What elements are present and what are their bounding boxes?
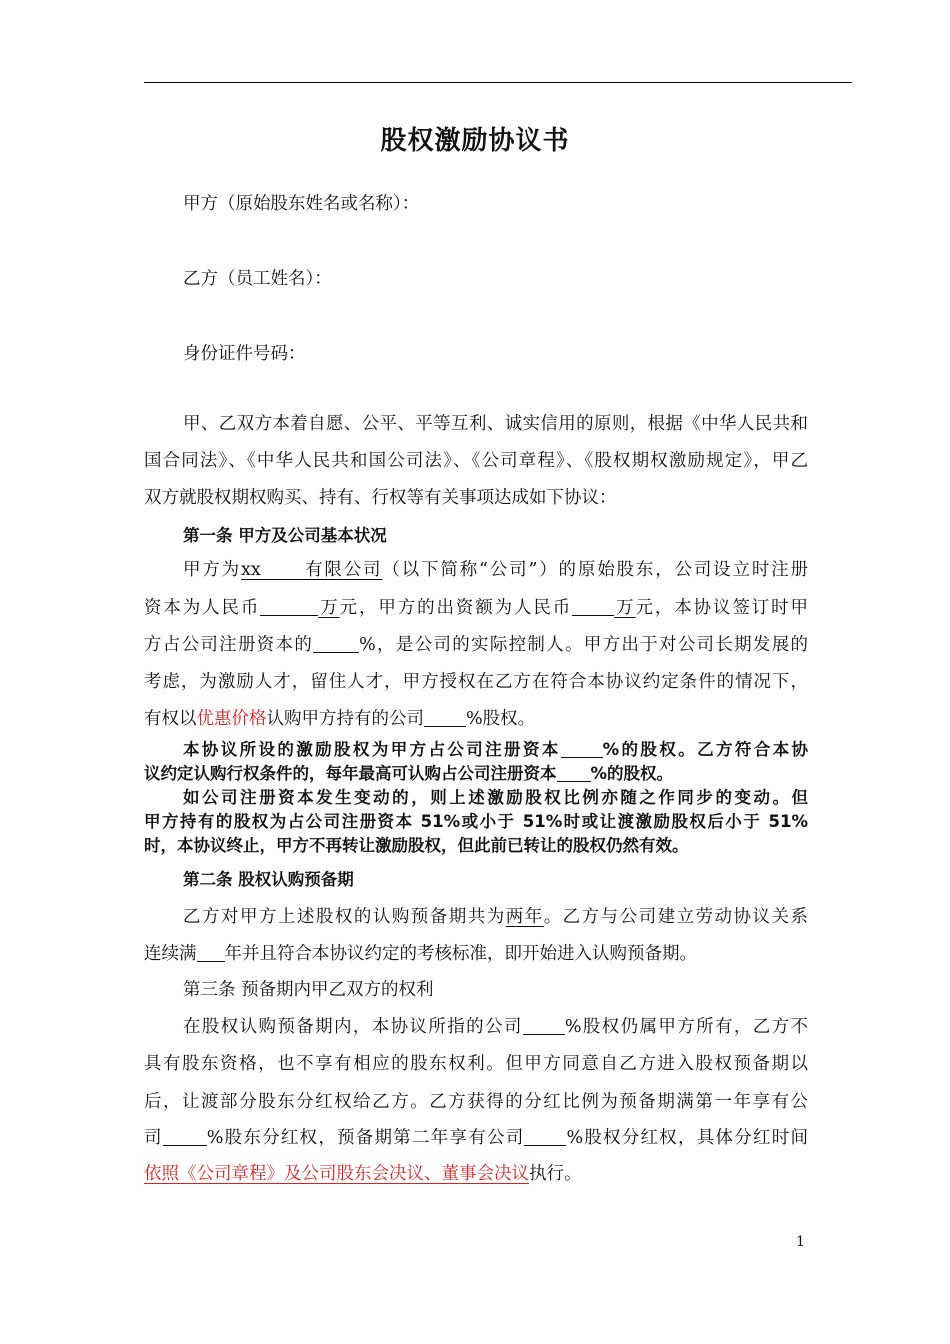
article-1-bold-1-line-2: 议约定认购行权条件的，每年最高可认购占公司注册资本 %的股权。: [144, 764, 674, 783]
preferential-price-text: 优惠价格: [196, 709, 267, 729]
header-rule: [144, 82, 852, 83]
article-1-line-4: 考虑，为激励人才，留住人才，甲方授权在乙方在符合本协议约定条件的情况下，: [144, 672, 808, 692]
article-3-line-2: 具有股东资格，也不享有相应的股东权利。但甲方同意自乙方进入股权预备期以: [144, 1054, 808, 1074]
id-number-label: 身份证件号码：: [183, 344, 306, 364]
preamble-line-1: 甲、乙双方本着自愿、公平、平等互利、诚实信用的原则，根据《中华人民共和: [183, 414, 808, 434]
article-1-line-2: 资本为人民币 万元，甲方的出资额为人民币 万元，本协议签订时甲: [144, 598, 809, 618]
article-3-line-5: 依照《公司章程》及公司股东会决议、董事会决议执行。: [144, 1164, 582, 1184]
article-1-line-3: 方占公司注册资本的 %，是公司的实际控制人。甲方出于对公司长期发展的: [144, 635, 808, 655]
article-1-heading: 第一条 甲方及公司基本状况: [183, 526, 387, 545]
article-1-bold-2-line-3: 时，本协议终止，甲方不再转让激励股权，但此前已转让的股权仍然有效。: [144, 836, 689, 855]
document-title: 股权激励协议书: [380, 126, 570, 156]
article-2-line-1: 乙方对甲方上述股权的认购预备期共为两年。乙方与公司建立劳动协议关系: [183, 907, 808, 927]
article-3-line-1: 在股权认购预备期内，本协议所指的公司 %股权仍属甲方所有，乙方不: [183, 1017, 808, 1037]
two-years-text: 两年: [505, 907, 544, 927]
article-3-line-4: 司 %股东分红权，预备期第二年享有公司 %股权分红权，具体分红时间: [144, 1128, 808, 1148]
company-name: xx 有限公司: [240, 560, 383, 580]
article-1-line-1: 甲方为xx 有限公司（以下简称“公司”）的原始股东，公司设立时注册: [183, 560, 808, 580]
party-b-label: 乙方（员工姓名）：: [183, 269, 332, 289]
article-2-line-2: 连续满 年并且符合本协议约定的考核标准，即开始进入认购预备期。: [144, 944, 697, 964]
page-number: 1: [796, 1234, 805, 1250]
preamble-line-2: 国合同法》、《中华人民共和国公司法》、《公司章程》、《股权期权激励规定》，甲乙: [144, 451, 808, 471]
article-1-bold-2-line-2: 甲方持有的股权为占公司注册资本 51%或小于 51%时或让渡激励股权后小于 51%: [144, 812, 808, 831]
article-1-line-5: 有权以优惠价格认购甲方持有的公司 %股权。: [144, 709, 536, 729]
article-1-bold-1-line-1: 本协议所设的激励股权为甲方占公司注册资本 %的股权。乙方符合本协: [183, 740, 808, 759]
article-1-bold-2-line-1: 如公司注册资本发生变动的，则上述激励股权比例亦随之作同步的变动。但: [183, 788, 808, 807]
preamble-line-3: 双方就股权期权购买、持有、行权等有关事项达成如下协议：: [144, 488, 617, 508]
charter-reference-text: 依照《公司章程》及公司股东会决议、董事会决议: [144, 1164, 529, 1184]
party-a-label: 甲方（原始股东姓名或名称）：: [183, 194, 420, 214]
article-3-heading: 第三条 预备期内甲乙双方的权利: [183, 980, 434, 1000]
article-3-line-3: 后，让渡部分股东分红权给乙方。乙方获得的分红比例为预备期满第一年享有公: [144, 1092, 808, 1112]
article-2-heading: 第二条 股权认购预备期: [183, 870, 354, 889]
